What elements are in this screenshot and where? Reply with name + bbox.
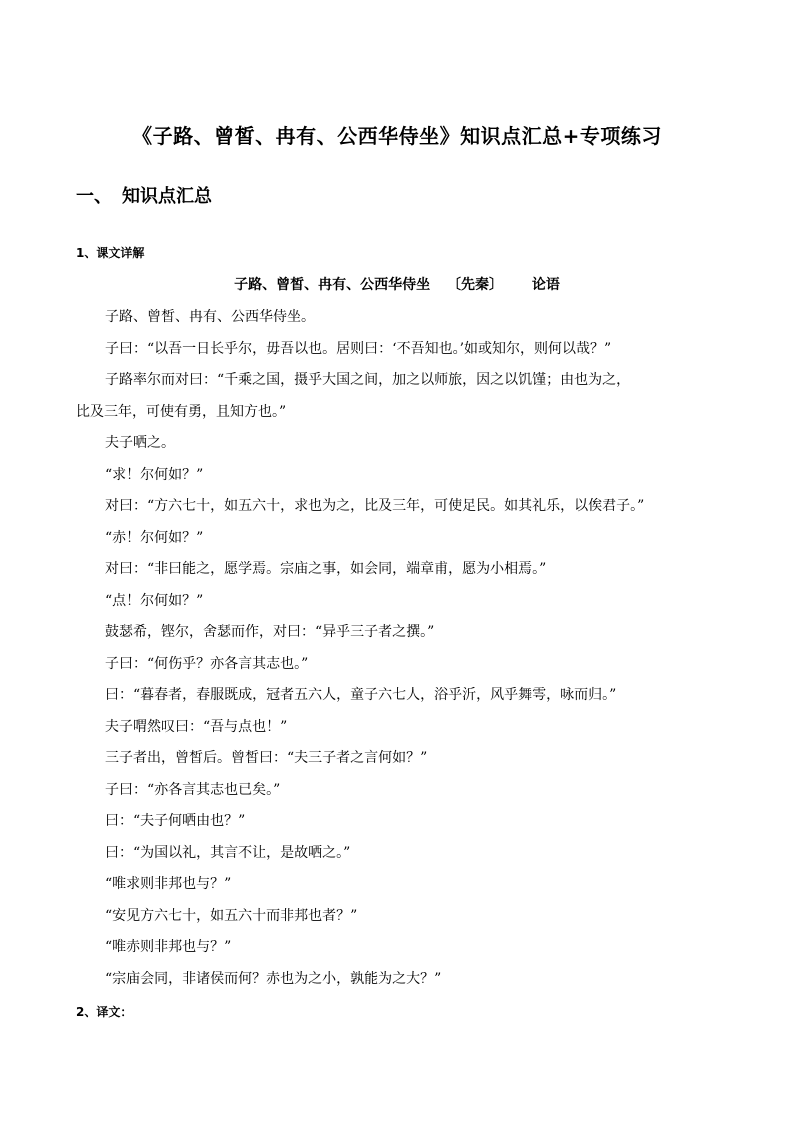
text-line: 夫子哂之。 [105,435,175,451]
subsection-heading-1: 1、课文详解 [76,246,145,260]
passage-title: 子路、曾皙、冉有、公西华侍坐 [234,277,431,293]
text-line: 对曰：“非曰能之，愿学焉。宗庙之事，如会同，端章甫，愿为小相焉。” [105,561,547,577]
text-line: 鼓瑟希，铿尔，舍瑟而作，对曰：“异乎三子者之撰。” [105,624,435,640]
document-title: 《子路、曾皙、冉有、公西华侍坐》知识点汇总+专项练习 [132,124,662,148]
passage-source: 论语 [531,277,560,293]
section-number: 一、 [76,186,112,207]
section-label: 知识点汇总 [122,186,212,207]
text-line: 对曰：“方六七十，如五六十，求也为之，比及三年，可使足民。如其礼乐，以俟君子。” [105,498,645,514]
text-line: “唯求则非邦也与？” [105,876,232,892]
text-line: 子曰：“何伤乎？亦各言其志也。” [105,655,309,672]
text-line: 比及三年，可使有勇，且知方也。” [76,403,287,420]
subsection-heading-2: 2、译文： [76,1005,133,1019]
text-line: 三子者出，曾皙后。曾皙曰：“夫三子者之言何如？” [105,750,428,766]
passage-text [76,305,726,998]
text-line: 曰：“夫子何哂由也？” [105,813,246,829]
text-line: 子路率尔而对曰：“千乘之国，摄乎大国之间，加之以师旅，因之以饥馑；由也为之， [105,372,631,388]
text-line: 曰：“暮春者，春服既成，冠者五六人，童子六七人，浴乎沂，风乎舞雩，咏而归。” [105,687,617,703]
text-line: “安见方六七十，如五六十而非邦也者？” [105,907,358,924]
text-line: “宗庙会同，非诸侯而何？赤也为之小，孰能为之大？” [105,970,442,987]
text-line: “赤！尔何如？” [105,529,204,546]
text-line: 子曰：“亦各言其志也已矣。” [105,781,281,798]
text-line: 夫子喟然叹曰：“吾与点也！” [105,718,288,735]
text-line: 子路、曾皙、冉有、公西华侍坐。 [105,309,315,325]
text-line: “唯赤则非邦也与？” [105,939,232,955]
section-heading [76,182,212,208]
text-line: “点！尔何如？” [105,592,204,609]
text-line: 子曰：“以吾一日长乎尔，毋吾以也。居则曰：‘不吾知也。’如或知尔，则何以哉？” [105,340,612,357]
text-line: “求！尔何如？” [105,466,204,483]
passage-heading [0,274,794,294]
text-line: 曰：“为国以礼，其言不让，是故哂之。” [105,844,351,861]
passage-era: 〔先秦〕 [447,277,503,293]
